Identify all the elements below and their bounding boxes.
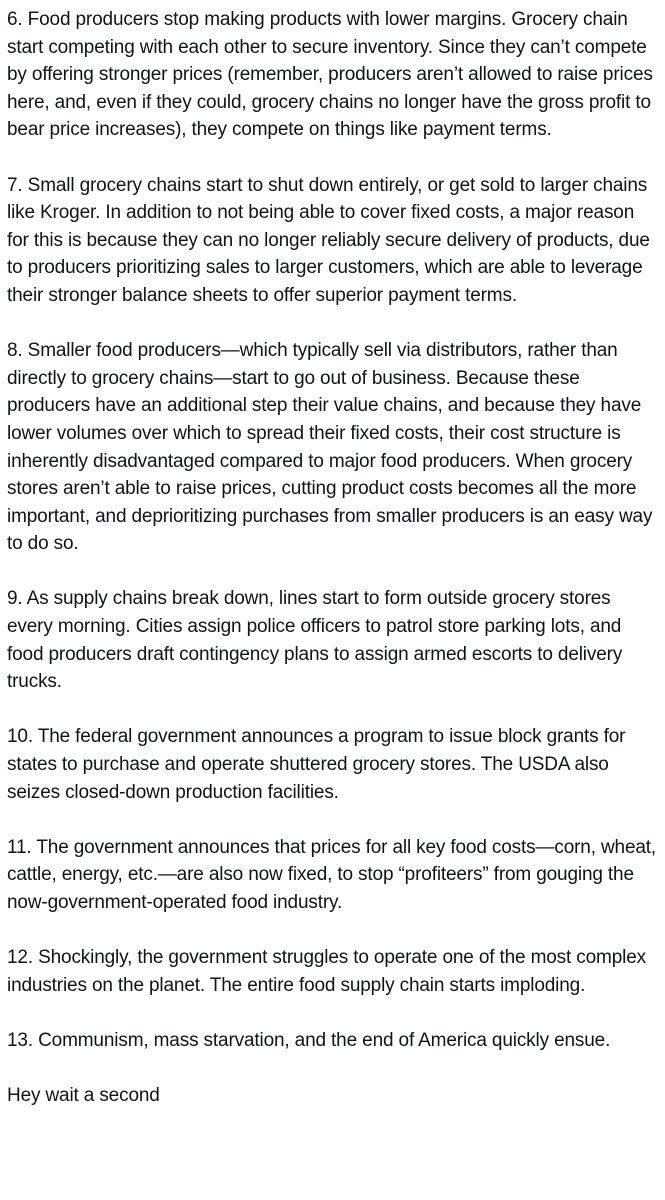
paragraph-closing: Hey wait a second	[7, 1085, 160, 1107]
paragraph-point-7: 7. Small grocery chains start to shut down entirely, or get sold to larger chains like Kroger. In addition to not being able to cover fixed costs, a major reason for this is because they can no longer reliably secure delivery of products, due to producers prioritizing sales to larger customers, which are able to leverage their stronger balance sheets to offer superior payment terms.	[7, 174, 650, 306]
paragraph-point-11: 11. The government announces that prices for all key food costs—corn, wheat, cattle, energy, etc.—are also now fixed, to stop “profiteers” from gouging the now-government-operated food industry.	[7, 836, 657, 913]
paragraph-point-13: 13. Communism, mass starvation, and the end of America quickly ensue.	[7, 1029, 611, 1051]
paragraph-point-10: 10. The federal government announces a program to issue block grants for states to purchase and operate shuttered grocery stores. The USDA also seizes closed-down production facilities.	[7, 726, 626, 803]
paragraph-point-6: 6. Food producers stop making products with lower margins. Grocery chain start competing with each other to secure inventory. Since they can’t compete by offering stronger prices (remember, producers aren’t allowed to raise prices here, and, even if they could, grocery chains no longer have the gross profit to bear price increases), they compete on things like payment terms.	[7, 9, 653, 141]
paragraph-point-12: 12. Shockingly, the government struggles to operate one of the most complex industries on the planet. The entire food supply chain starts imploding.	[7, 947, 646, 996]
paragraph-point-8: 8. Smaller food producers—which typically sell via distributors, rather than directly to grocery chains—start to go out of business. Because these producers have an additional step their value chains, and because they have lower volumes over which to spread their fixed costs, their cost structure is inherently disadvantaged compared to major food producers. When grocery stores aren’t able to raise prices, cutting product costs becomes all the more important, and deprioritizing purchases from smaller producers is an easy way to do so.	[7, 340, 653, 555]
paragraph-point-9: 9. As supply chains break down, lines start to form outside grocery stores every morning. Cities assign police officers to patrol store parking lots, and food producers draft contingency plans to assign armed escorts to delivery trucks.	[7, 588, 623, 693]
